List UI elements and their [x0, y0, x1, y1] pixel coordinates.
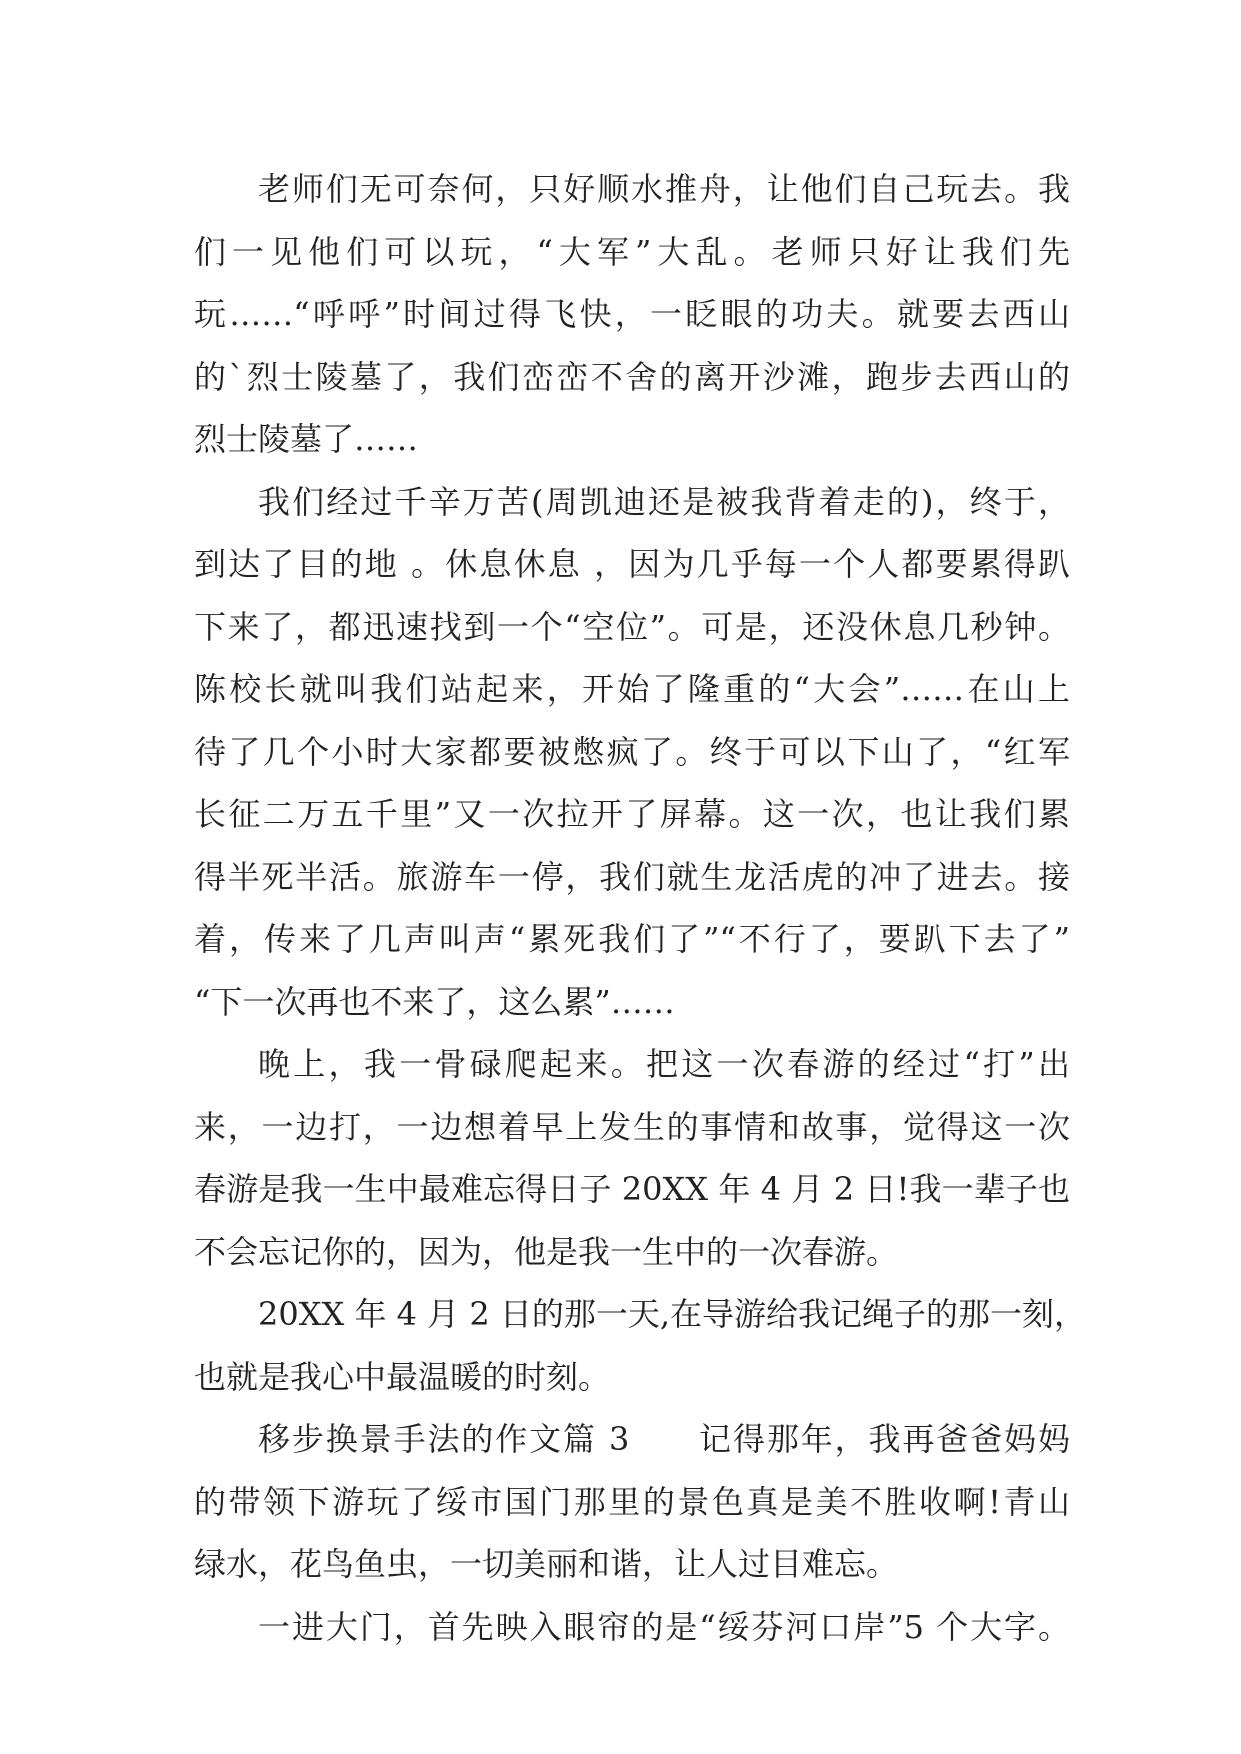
text-line: 20XX 年 4 月 2 日的那一天,在导游给我记绳子的那一刻，	[258, 1295, 1087, 1333]
text-line: 陈校长就叫我们站起来，开始了隆重的“大会”……在山上	[194, 670, 1070, 708]
text-line: 的`烈士陵墓了，我们峦峦不舍的离开沙滩，跑步去西山的	[194, 357, 1070, 396]
text-line: 不会忘记你的，因为，他是我一生中的一次春游。	[194, 1232, 899, 1271]
text-line: 也就是我心中最温暖的时刻。	[194, 1357, 611, 1396]
text-line: 下来了，都迅速找到一个“空位”。可是，还没休息几秒钟。	[194, 607, 1070, 646]
text-line: 来，一边打，一边想着早上发生的事情和故事，觉得这一次	[194, 1107, 1070, 1146]
text-line: 的带领下游玩了绥市国门那里的景色真是美不胜收啊!青山	[194, 1482, 1070, 1521]
text-line: 玩……“呼呼”时间过得飞快，一眨眼的功夫。就要去西山	[194, 295, 1070, 333]
text-line: 到达了目的地 。休息休息 ，因为几乎每一个人都要累得趴	[194, 545, 1070, 583]
text-line: “下一次再也不来了，这么累”……	[194, 982, 675, 1021]
text-line: 一进大门，首先映入眼帘的是“绥芬河口岸”5 个大字。	[258, 1607, 1070, 1646]
document-page	[194, 158, 1087, 1658]
text-line: 我们经过千辛万苦(周凯迪还是被我背着走的)，终于，	[258, 482, 1070, 521]
text-line: 长征二万五千里”又一次拉开了屏幕。这一次，也让我们累	[194, 795, 1070, 833]
text-line: 晚上，我一骨碌爬起来。把这一次春游的经过“打”出	[258, 1045, 1070, 1083]
text-line: 们一见他们可以玩，“大军”大乱。老师只好让我们先	[194, 232, 1070, 271]
text-line: 绿水，花鸟鱼虫，一切美丽和谐，让人过目难忘。	[194, 1545, 899, 1583]
text-line: 老师们无可奈何，只好顺水推舟，让他们自己玩去。我	[258, 170, 1070, 208]
text-line: 待了几个小时大家都要被憋疯了。终于可以下山了，“红军	[194, 732, 1070, 771]
text-line: 得半死半活。旅游车一停，我们就生龙活虎的冲了进去。接	[194, 857, 1070, 896]
text-line: 着，传来了几声叫声“累死我们了”“不行了，要趴下去了”	[194, 920, 1070, 958]
text-line: 移步换景手法的作文篇 3 记得那年，我再爸爸妈妈	[258, 1420, 1070, 1458]
text-line: 烈士陵墓了……	[194, 420, 419, 458]
text-line: 春游是我一生中最难忘得日子 20XX 年 4 月 2 日!我一辈子也	[194, 1170, 1070, 1208]
